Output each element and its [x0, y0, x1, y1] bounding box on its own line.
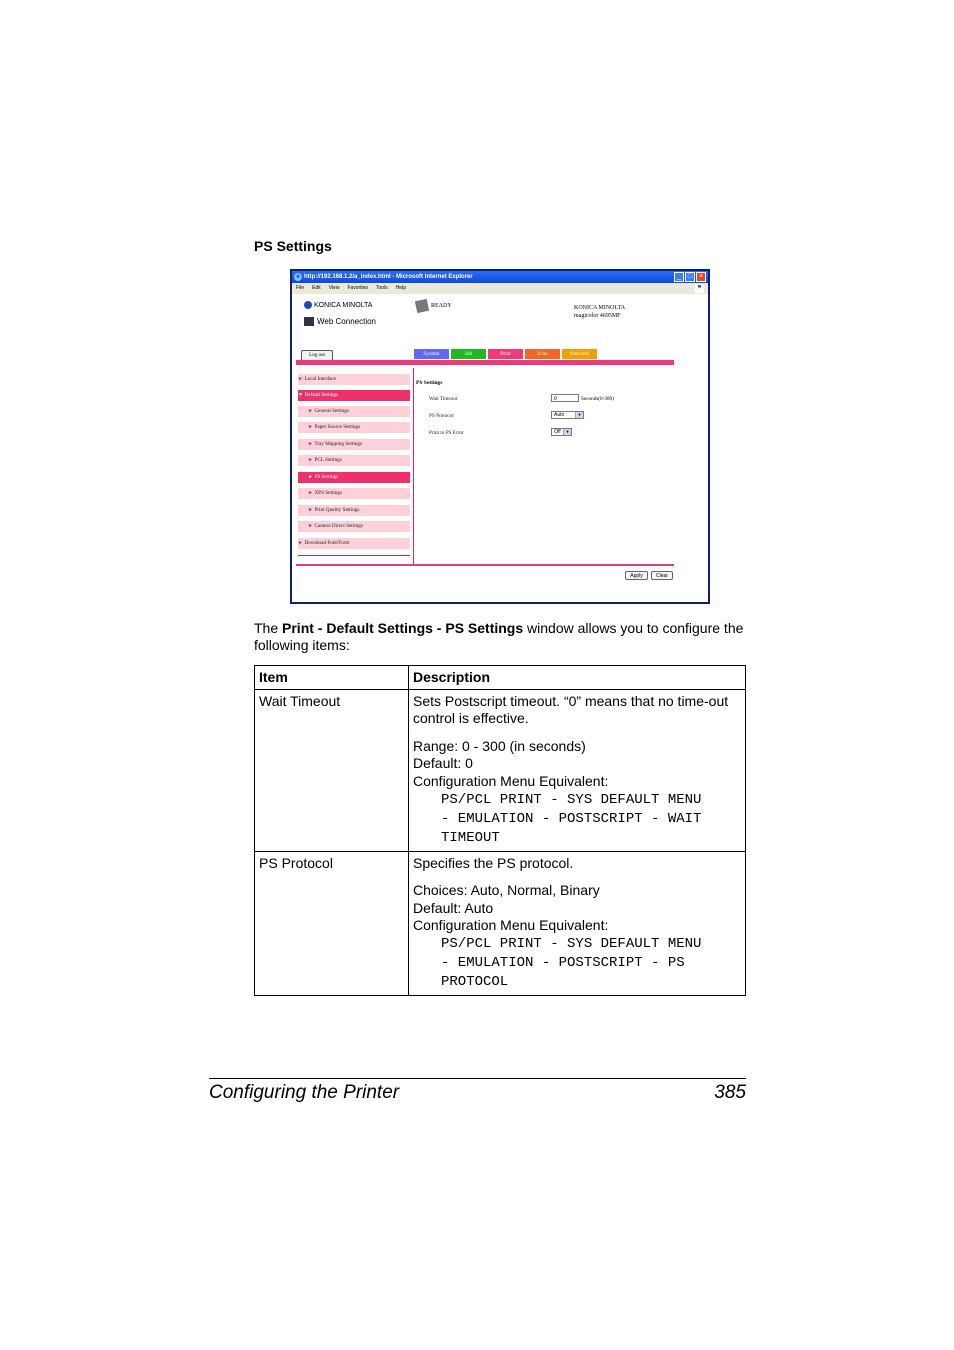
sidebar-item-label: XPS Settings — [314, 490, 342, 496]
sidebar-item-label: Camera Direct Settings — [314, 523, 363, 529]
config-text: Configuration Menu Equivalent: — [413, 773, 609, 789]
menu-path-line: PS/PCL PRINT - SYS DEFAULT MENU — [441, 936, 702, 952]
intro-suffix: window allows you to configure the following items: — [254, 620, 744, 653]
sidebar-item-label: General Settings — [314, 408, 349, 414]
triangle-right-icon: ► — [308, 424, 314, 430]
menu-edit[interactable]: Edit — [312, 285, 321, 291]
web-connection-logo — [304, 317, 376, 326]
sidebar-item-label: Local Interface — [304, 376, 336, 382]
table-header-item — [254, 665, 409, 690]
sidebar-item-label: Paper Source Settings — [314, 424, 360, 430]
table-row-item — [254, 689, 409, 852]
window-titlebar — [292, 271, 708, 283]
default-text: Default: 0 — [413, 755, 473, 771]
logout-button[interactable]: Log out — [301, 350, 333, 361]
table-row-item — [254, 851, 409, 996]
chevron-down-icon: ▼ — [575, 412, 583, 418]
sidebar-item-general-settings[interactable] — [298, 406, 410, 417]
default-text: Default: Auto — [413, 900, 494, 916]
footer-title: Configuring the Printer — [209, 1082, 400, 1103]
web-connection-text: Web Connection — [317, 317, 376, 326]
item-text: PS Protocol — [259, 855, 333, 871]
tab-underline-bar — [296, 360, 674, 365]
intro-paragraph — [254, 620, 744, 654]
browser-content — [292, 294, 708, 602]
printer-icon — [415, 299, 429, 313]
sidebar-item-label: Tray Mapping Settings — [314, 441, 362, 447]
choices-text: Choices: Auto, Normal, Binary — [413, 882, 600, 898]
tab-scan[interactable]: Scan — [525, 349, 560, 359]
menu-path-line: - EMULATION - POSTSCRIPT - WAIT — [441, 811, 702, 827]
triangle-right-icon: ► — [308, 490, 314, 496]
config-text: Configuration Menu Equivalent: — [413, 917, 609, 933]
triangle-right-icon: ► — [308, 474, 314, 480]
browser-menubar — [292, 283, 708, 294]
panel-divider — [413, 368, 414, 564]
internet-explorer-icon: e — [294, 273, 302, 281]
panel-heading: PS Settings — [416, 380, 443, 386]
bottom-bar — [296, 564, 674, 566]
triangle-down-icon: ▼ — [298, 392, 304, 398]
ps-protocol-value: Auto — [554, 412, 565, 418]
sidebar-item-pcl-settings[interactable] — [298, 455, 410, 466]
tab-system[interactable]: System — [414, 349, 449, 359]
konica-minolta-logo — [304, 301, 372, 309]
minimize-icon[interactable]: _ — [674, 272, 684, 282]
print-error-label: Print to PS Error — [429, 430, 464, 436]
intro-prefix: The — [254, 620, 283, 636]
menu-path-line: PROTOCOL — [441, 974, 509, 990]
menu-favorites[interactable]: Favorites — [347, 285, 368, 291]
page-number: 385 — [714, 1082, 746, 1103]
tab-job[interactable]: Job — [451, 349, 486, 359]
clear-button[interactable]: Clear — [651, 571, 673, 580]
brand-name: KONICA MINOLTA — [574, 305, 626, 311]
triangle-right-icon: ► — [308, 457, 314, 463]
table-row-description — [408, 851, 746, 996]
window-title: http://192.168.1.2/a_index.html - Microsoft Internet Explorer — [304, 274, 473, 280]
wait-timeout-input[interactable]: 0 — [551, 394, 579, 402]
triangle-right-icon: ► — [298, 540, 304, 546]
menu-help[interactable]: Help — [395, 285, 406, 291]
sidebar-item-label: PCL Settings — [314, 457, 342, 463]
page-scope-icon — [304, 317, 314, 326]
wait-timeout-unit: Seconds(0-300) — [581, 396, 614, 402]
menu-path-line: TIMEOUT — [441, 830, 500, 846]
sidebar-divider — [298, 555, 410, 556]
sidebar-item-label: Default Settings — [304, 392, 339, 398]
ps-protocol-label: PS Protocol — [429, 413, 454, 419]
sidebar-item-print-quality-settings[interactable] — [298, 505, 410, 516]
description-text: Specifies the PS protocol. — [413, 855, 574, 871]
sidebar-item-label: Download Font/Form — [304, 540, 350, 546]
description-table — [254, 665, 746, 996]
print-error-select[interactable] — [551, 428, 572, 436]
tab-print[interactable]: Print — [488, 349, 523, 359]
wait-timeout-label: Wait Timeout — [429, 396, 458, 402]
browser-window — [290, 269, 710, 604]
menu-path-line: - EMULATION - POSTSCRIPT - PS — [441, 955, 685, 971]
header-text: Item — [259, 669, 288, 685]
tab-network[interactable]: Network — [562, 349, 597, 359]
sidebar-item-paper-source-settings[interactable] — [298, 422, 410, 433]
sidebar-item-label: PS Settings — [314, 474, 339, 480]
ps-protocol-select[interactable] — [551, 411, 584, 419]
sidebar-item-camera-direct-settings[interactable] — [298, 521, 410, 532]
triangle-right-icon: ► — [308, 523, 314, 529]
sidebar-item-xps-settings[interactable] — [298, 488, 410, 499]
menu-path-line: PS/PCL PRINT - SYS DEFAULT MENU — [441, 792, 702, 808]
globe-icon — [304, 301, 312, 309]
header-text: Description — [413, 669, 491, 685]
item-text: Wait Timeout — [259, 693, 341, 709]
sidebar-item-download-font-form[interactable] — [298, 538, 410, 549]
sidebar-item-local-interface[interactable] — [298, 374, 410, 385]
sidebar-item-label: Print Quality Settings — [314, 507, 360, 513]
triangle-right-icon: ► — [298, 376, 304, 382]
sidebar-item-tray-mapping-settings[interactable] — [298, 439, 410, 450]
logo-text: KONICA MINOLTA — [314, 301, 373, 309]
table-header-description — [408, 665, 746, 690]
triangle-right-icon: ► — [308, 441, 314, 447]
sidebar-item-default-settings[interactable] — [298, 390, 410, 401]
triangle-right-icon: ► — [308, 507, 314, 513]
range-text: Range: 0 - 300 (in seconds) — [413, 738, 586, 754]
triangle-right-icon: ► — [308, 408, 314, 414]
maximize-icon[interactable]: □ — [685, 272, 695, 282]
apply-button[interactable]: Apply — [625, 571, 648, 580]
print-error-value: Off — [554, 429, 561, 435]
status-text: READY — [431, 303, 452, 309]
intro-bold: Print - Default Settings - PS Settings — [282, 620, 524, 636]
close-icon[interactable]: × — [696, 272, 706, 282]
table-row-description — [408, 689, 746, 852]
description-text: Sets Postscript timeout. “0” means that no time-out control is effective. — [413, 693, 729, 726]
sidebar-item-ps-settings[interactable] — [298, 472, 410, 483]
chevron-down-icon: ▼ — [563, 429, 571, 435]
windows-flag-icon: ⚑ — [696, 285, 703, 291]
menu-tools[interactable]: Tools — [376, 285, 388, 291]
section-title: PS Settings — [254, 238, 332, 254]
model-name: magicolor 4695MF — [574, 313, 621, 319]
menu-view[interactable]: View — [328, 285, 340, 291]
menu-file[interactable]: File — [296, 285, 305, 291]
footer-rule — [209, 1078, 746, 1079]
